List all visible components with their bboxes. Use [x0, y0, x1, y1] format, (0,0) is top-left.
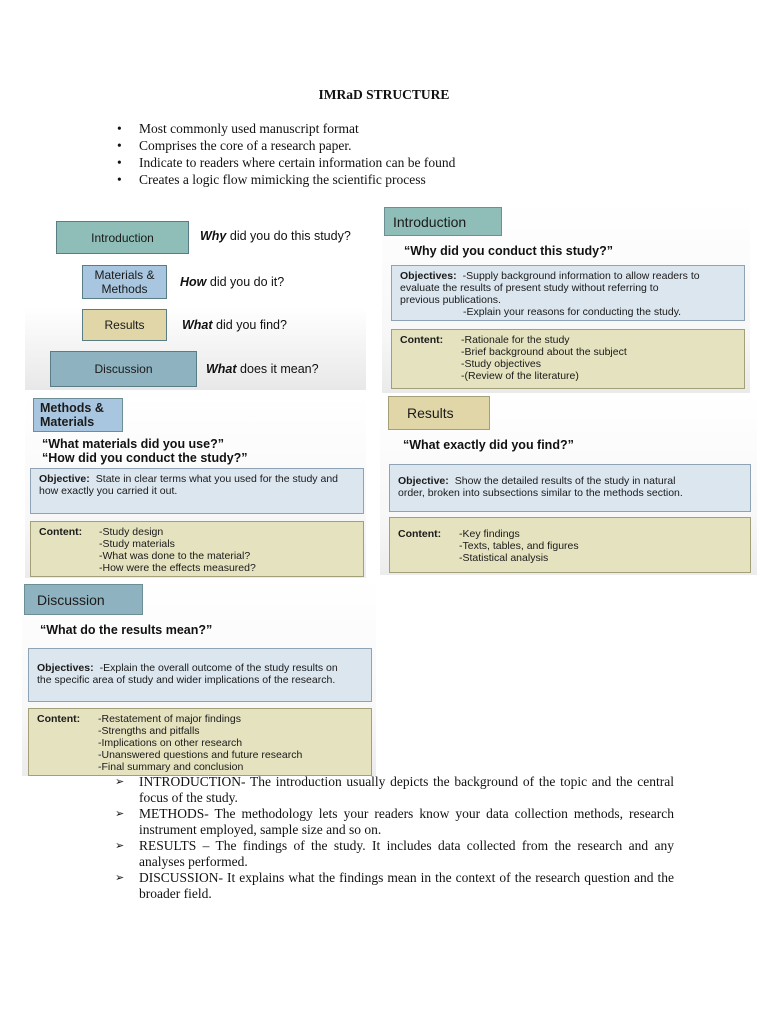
discussion-heading: Discussion	[24, 584, 143, 615]
flow-question-results: What did you find?	[182, 318, 287, 332]
flow-box-methods: Materials & Methods	[82, 265, 167, 299]
methods-question-conduct: “How did you conduct the study?”	[42, 451, 248, 465]
flow-box-introduction: Introduction	[56, 221, 189, 254]
flow-box-results: Results	[82, 309, 167, 341]
methods-objective-box: Objective: State in clear terms what you used for the study and how exactly you carried it out.	[30, 468, 364, 514]
definition-item: ➢ RESULTS – The findings of the study. It includes data collected from the research and any analyses performed.	[114, 838, 674, 870]
section-definitions-list	[114, 774, 674, 902]
introduction-content-box: Content: -Rationale for the study -Brief background about the subject -Study objectives -(Review of the literature)	[391, 329, 745, 389]
introduction-heading: Introduction	[384, 207, 502, 236]
bullet-item: • Comprises the core of a research paper.	[115, 137, 455, 154]
flow-question-discussion: What does it mean?	[206, 362, 319, 376]
introduction-question: “Why did you conduct this study?”	[404, 244, 614, 258]
results-heading: Results	[388, 396, 490, 430]
definition-item: ➢ INTRODUCTION- The introduction usually depicts the background of the topic and the central focus of the study.	[114, 774, 674, 806]
flow-box-discussion: Discussion	[50, 351, 197, 387]
bullet-item: • Creates a logic flow mimicking the scientific process	[115, 171, 455, 188]
results-question: “What exactly did you find?”	[403, 438, 574, 452]
methods-panel	[25, 396, 366, 578]
methods-question-materials: “What materials did you use?”	[42, 437, 224, 451]
bullet-item: • Most commonly used manuscript format	[115, 120, 455, 137]
imrad-flow-figure	[25, 205, 366, 390]
results-panel	[380, 393, 757, 575]
definition-item: ➢ DISCUSSION- It explains what the findings mean in the context of the research question and the broader field.	[114, 870, 674, 902]
discussion-content-box: Content: -Restatement of major findings -Strengths and pitfalls -Implications on other research -Unanswered questions and future research -Final summary and conclusion	[28, 708, 372, 776]
results-objective-box: Objective: Show the detailed results of the study in natural order, broken into subsections similar to the methods section.	[389, 464, 751, 512]
discussion-panel	[22, 578, 376, 776]
methods-heading: Methods & Materials	[33, 398, 123, 432]
summary-bullet-list	[115, 120, 455, 188]
discussion-objectives-box: Objectives: -Explain the overall outcome of the study results on the specific area of study and wider implications of the research.	[28, 648, 372, 702]
introduction-objectives-box: Objectives: -Supply background information to allow readers to evaluate the results of present study without referring to previous publications. -Explain your reasons for conducting the study.	[391, 265, 745, 321]
bullet-item: • Indicate to readers where certain information can be found	[115, 154, 455, 171]
introduction-panel	[382, 203, 750, 393]
flow-question-introduction: Why did you do this study?	[200, 229, 351, 243]
definition-item: ➢ METHODS- The methodology lets your readers know your data collection methods, research instrument employed, sample size and so on.	[114, 806, 674, 838]
flow-question-methods: How did you do it?	[180, 275, 285, 289]
page-title: IMRaD STRUCTURE	[318, 87, 450, 102]
methods-content-box: Content: -Study design -Study materials -What was done to the material? -How were the effects measured?	[30, 521, 364, 577]
results-content-box: Content: -Key findings -Texts, tables, and figures -Statistical analysis	[389, 517, 751, 573]
discussion-question: “What do the results mean?”	[40, 623, 213, 637]
